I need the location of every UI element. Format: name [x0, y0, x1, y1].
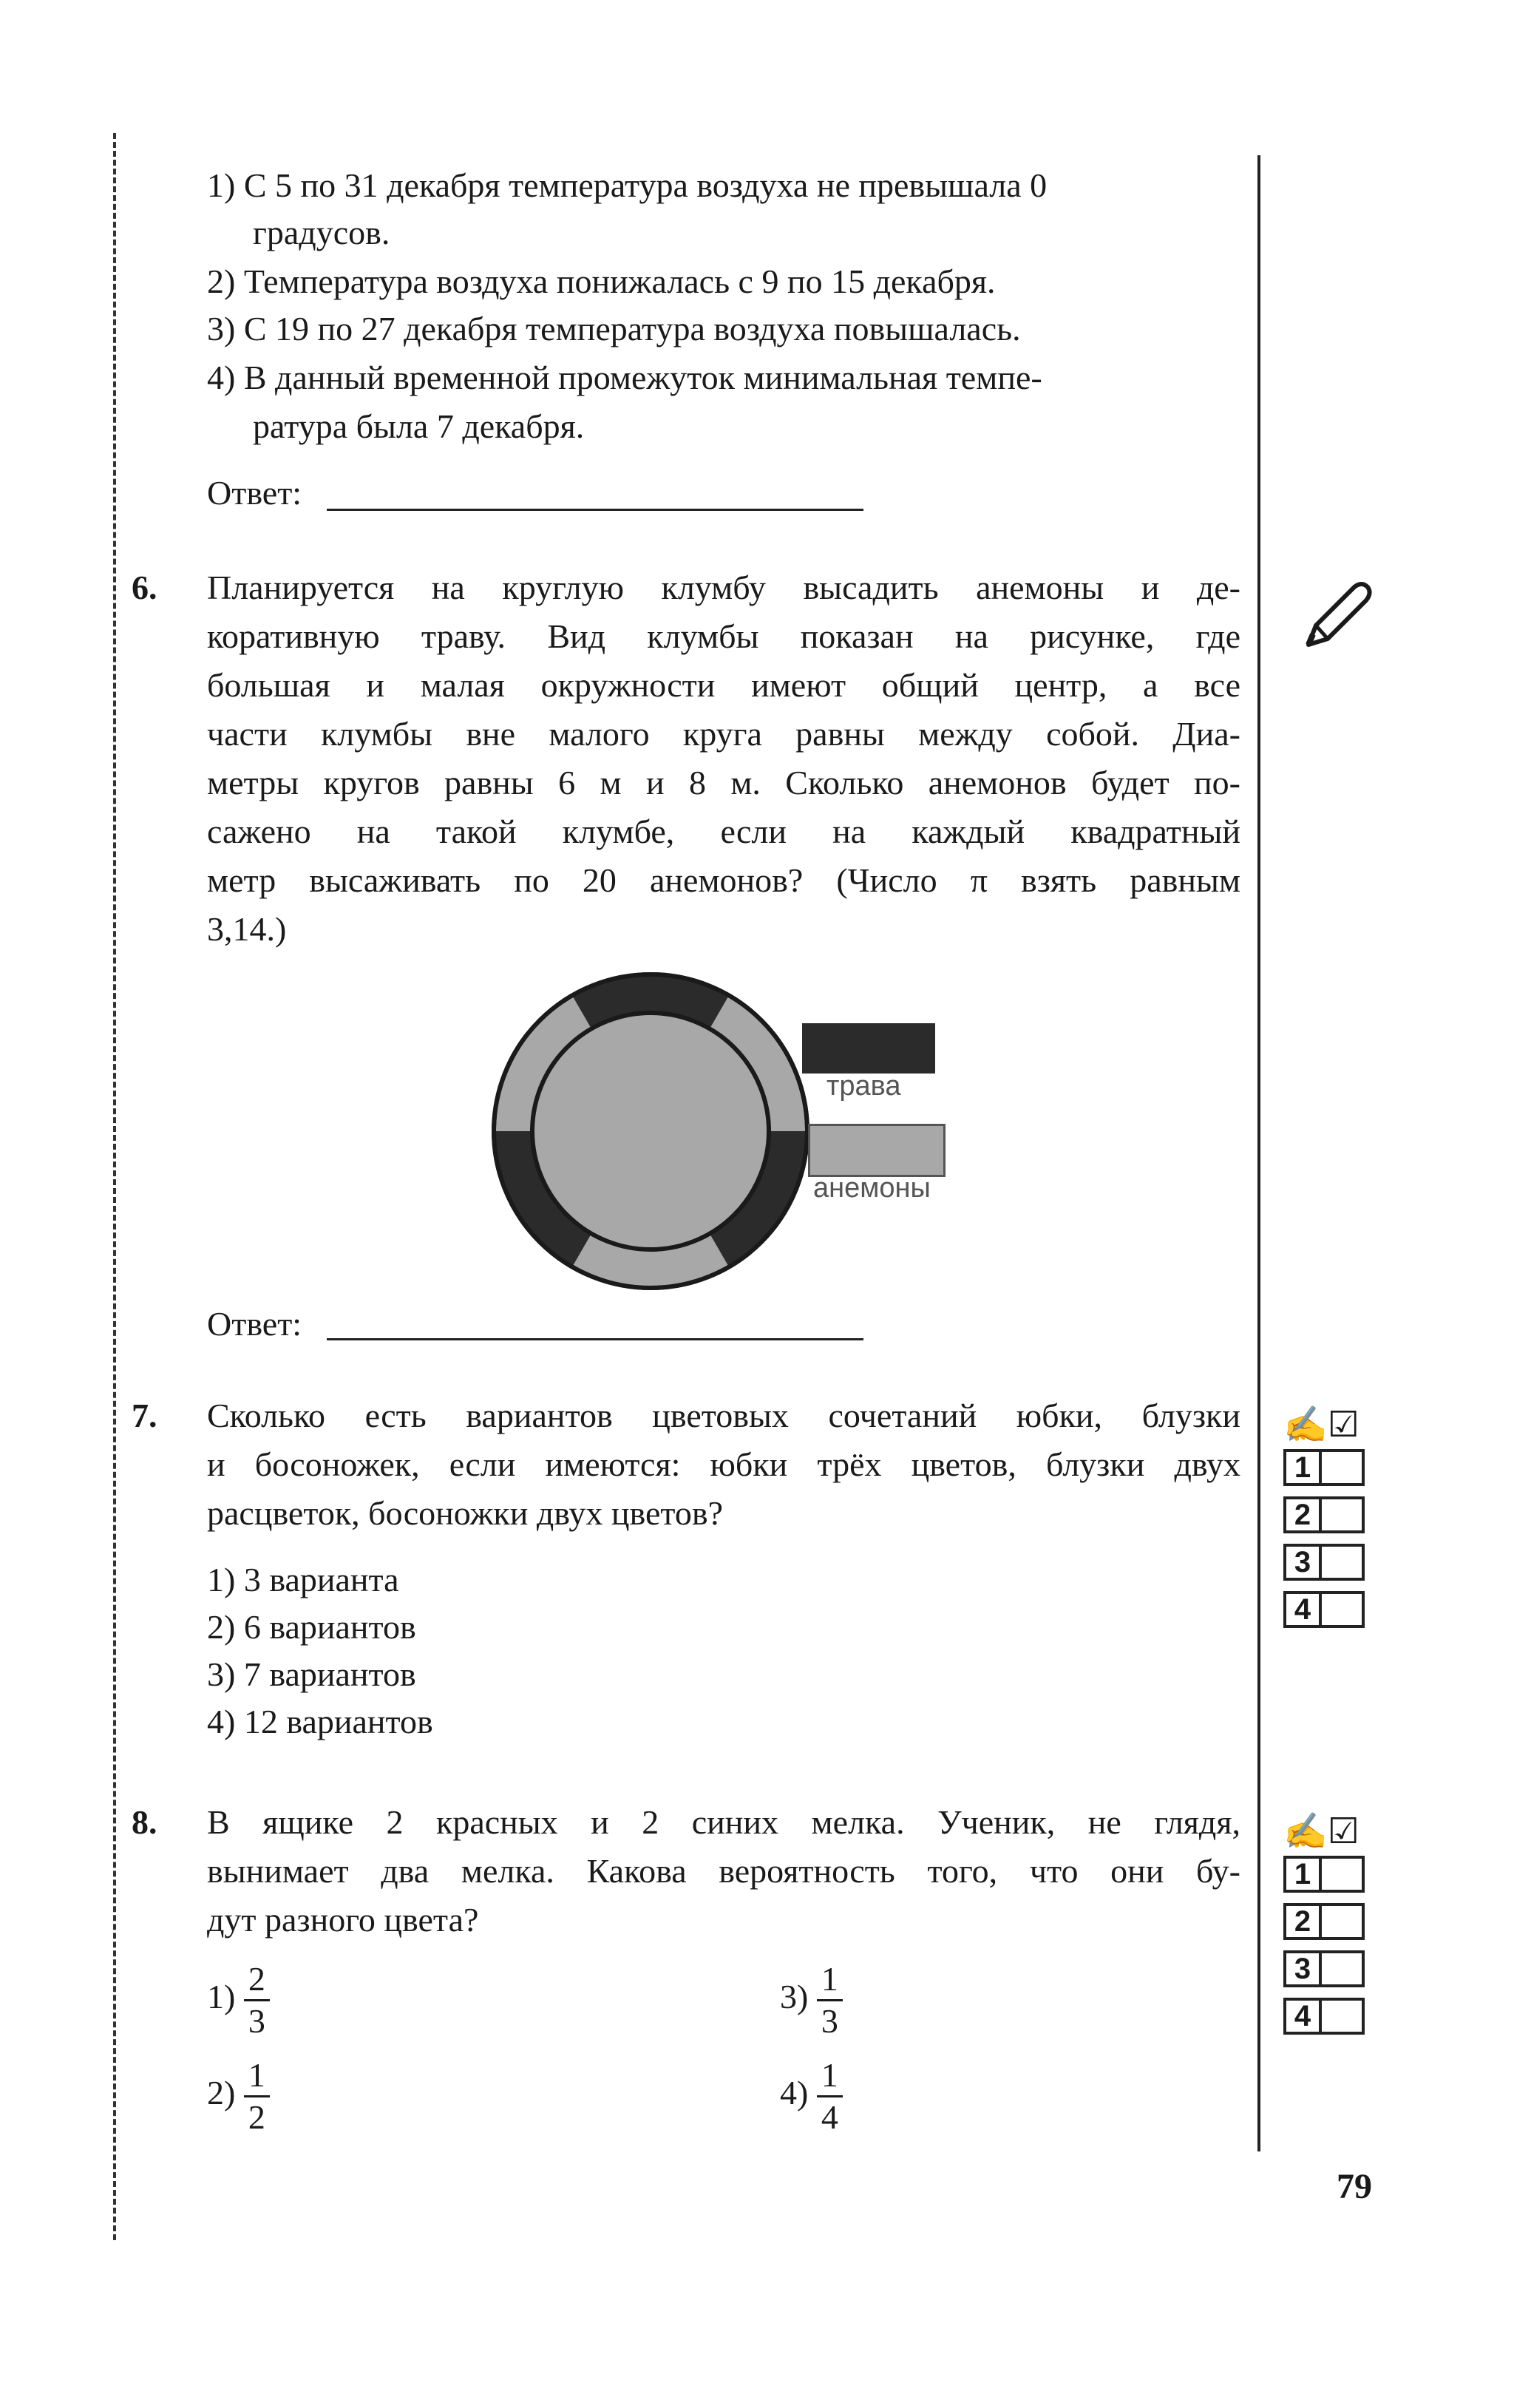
check-icon: ☑ [1327, 1812, 1359, 1851]
option-number: 2 [1283, 1496, 1322, 1533]
q5-answer-label: Ответ: [207, 474, 302, 512]
q8-line: вынимает два мелка. Какова вероятность того, что они бу- [207, 1852, 1240, 1890]
answer-option-row[interactable] [1283, 1541, 1387, 1584]
q7-option-1: 1) 3 варианта [207, 1561, 399, 1598]
cut-line [113, 133, 116, 2240]
q7-answer-boxes [1283, 1405, 1387, 1635]
legend-grass-swatch [802, 1023, 935, 1074]
answer-option-row[interactable] [1283, 1947, 1387, 1990]
legend-anemones-label: анемоны [813, 1173, 931, 1204]
q7-option-2: 2) 6 вариантов [207, 1608, 416, 1646]
legend-anemones-swatch [808, 1124, 946, 1177]
q5-option-4: 4) В данный временной промежуток минимальная темпе- [207, 359, 1042, 396]
option-number: 3 [1283, 1544, 1322, 1581]
page-number: 79 [1337, 2167, 1372, 2206]
q6-line: Планируется на круглую клумбу высадить анемоны и де- [207, 569, 1240, 606]
q6-text [207, 563, 1240, 954]
q6-line: 3,14.) [207, 910, 287, 948]
q6-line: метры кругов равны 6 м и 8 м. Сколько анемонов будет по- [207, 764, 1240, 801]
fraction: $\frac{1}{3}$ [817, 1959, 843, 2041]
q7-line: и босоножек, если имеются: юбки трёх цветов, блузки двух [207, 1445, 1240, 1483]
answer-checkbox[interactable] [1322, 1903, 1365, 1940]
answer-checkbox[interactable] [1322, 1856, 1365, 1893]
option-number: 1 [1283, 1449, 1322, 1486]
answer-header [1283, 1811, 1387, 1853]
answer-header [1283, 1405, 1387, 1446]
q5-option-1-cont: градусов. [253, 214, 390, 251]
answer-option-row[interactable] [1283, 1493, 1387, 1536]
q6-answer-label: Ответ: [207, 1305, 302, 1343]
q6-answer-field[interactable] [327, 1338, 863, 1340]
answer-option-row[interactable] [1283, 1853, 1387, 1896]
fraction: $\frac{1}{4}$ [817, 2055, 843, 2137]
q8-option-2: 2) $\frac{1}{2}$ [207, 2055, 270, 2137]
q6-line: сажено на такой клумбе, если на каждый квадратный [207, 813, 1240, 850]
fraction: $\frac{2}{3}$ [244, 1959, 270, 2041]
q7-line: расцветок, босоножки двух цветов? [207, 1494, 724, 1532]
q5-option-4-cont: ратура была 7 декабря. [253, 407, 585, 445]
flowerbed-diagram [488, 969, 813, 1294]
q5-option-1: 1) С 5 по 31 декабря температура воздуха не превышала 0 [207, 166, 1048, 204]
margin-rule [1257, 155, 1260, 2151]
q8-option-4: 4) $\frac{1}{4}$ [780, 2055, 843, 2137]
answer-option-row[interactable] [1283, 1588, 1387, 1631]
q6-line: коративную траву. Вид клумбы показан на рисунке, где [207, 617, 1240, 655]
q6-line: метр высаживать по 20 анемонов? (Число π взять равным [207, 861, 1240, 899]
answer-checkbox[interactable] [1322, 1496, 1365, 1533]
answer-checkbox[interactable] [1322, 1544, 1365, 1581]
answer-checkbox[interactable] [1322, 1998, 1365, 2035]
pen-icon: ✍ [1283, 1405, 1328, 1445]
q8-answer-boxes [1283, 1811, 1387, 2042]
pen-icon: ✍ [1283, 1812, 1328, 1851]
answer-checkbox[interactable] [1322, 1591, 1365, 1628]
option-number: 1 [1283, 1856, 1322, 1893]
answer-checkbox[interactable] [1322, 1950, 1365, 1987]
q7-option-3: 3) 7 вариантов [207, 1655, 416, 1693]
q8-line: дут разного цвета? [207, 1901, 479, 1939]
q8-number: 8. [132, 1803, 157, 1841]
q6-line: части клумбы вне малого круга равны между собой. Диа- [207, 715, 1240, 753]
option-number: 2 [1283, 1903, 1322, 1940]
q7-number: 7. [132, 1397, 157, 1434]
answer-option-row[interactable] [1283, 1900, 1387, 1943]
answer-checkbox[interactable] [1322, 1449, 1365, 1486]
q5-answer-field[interactable] [327, 509, 863, 511]
q5-option-2: 2) Температура воздуха понижалась с 9 по 15 декабря. [207, 262, 996, 300]
option-number: 4 [1283, 1591, 1322, 1628]
option-number: 4 [1283, 1998, 1322, 2035]
fraction: $\frac{1}{2}$ [244, 2055, 270, 2137]
q8-option-3: 3) $\frac{1}{3}$ [780, 1959, 843, 2041]
q7-line: Сколько есть вариантов цветовых сочетаний юбки, блузки [207, 1397, 1240, 1434]
q5-option-3: 3) С 19 по 27 декабря температура воздуха повышалась. [207, 310, 1021, 347]
q8-text [207, 1798, 1240, 1944]
answer-option-row[interactable] [1283, 1995, 1387, 2038]
legend-grass-label: трава [826, 1071, 901, 1102]
option-number: 3 [1283, 1950, 1322, 1987]
q6-number: 6. [132, 569, 157, 606]
q7-text [207, 1391, 1240, 1538]
q8-option-1: 1) $\frac{2}{3}$ [207, 1959, 270, 2041]
answer-option-row[interactable] [1283, 1446, 1387, 1489]
pencil-icon [1295, 577, 1376, 658]
inner-circle [532, 1013, 769, 1249]
q6-line: большая и малая окружности имеют общий центр, а все [207, 666, 1240, 704]
q7-option-4: 4) 12 вариантов [207, 1703, 433, 1740]
check-icon: ☑ [1327, 1405, 1359, 1445]
q8-line: В ящике 2 красных и 2 синих мелка. Ученик, не глядя, [207, 1803, 1240, 1841]
